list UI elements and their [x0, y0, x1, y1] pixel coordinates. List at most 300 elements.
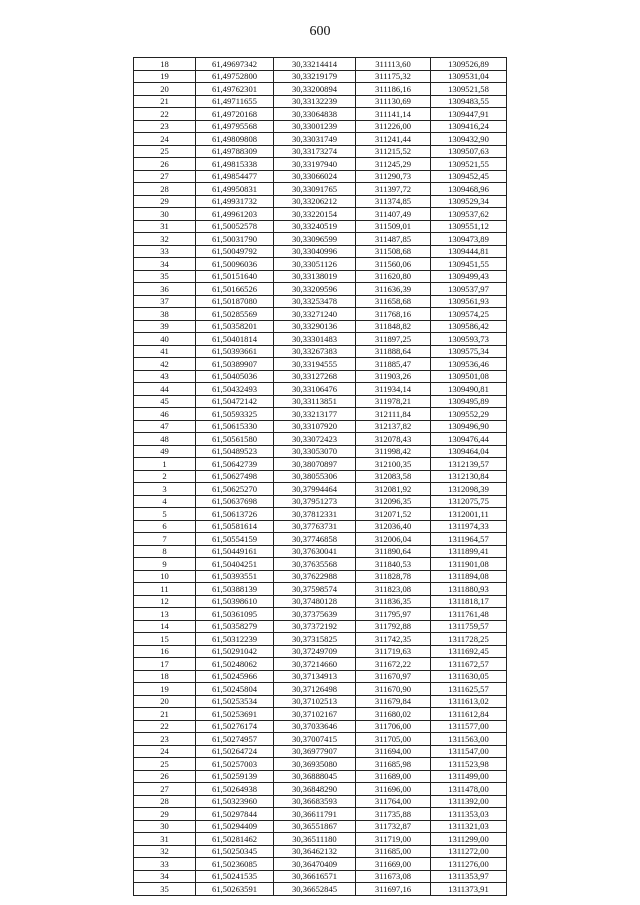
latitude-cell: 61,50312239 [196, 633, 274, 646]
y-coordinate-cell: 1311672,57 [431, 658, 507, 671]
x-coordinate-cell: 311186,16 [356, 83, 431, 96]
table-row [134, 233, 507, 246]
table-row [134, 383, 507, 396]
longitude-cell: 30,33206212 [274, 195, 356, 208]
x-coordinate-cell: 311560,06 [356, 258, 431, 271]
point-number-cell: 34 [134, 870, 196, 883]
longitude-cell: 30,37033646 [274, 720, 356, 733]
y-coordinate-cell: 1309521,58 [431, 83, 507, 96]
point-number-cell: 29 [134, 808, 196, 821]
table-row [134, 620, 507, 633]
latitude-cell: 61,49931732 [196, 195, 274, 208]
latitude-cell: 61,49788309 [196, 145, 274, 158]
x-coordinate-cell: 311215,52 [356, 145, 431, 158]
latitude-cell: 61,49795568 [196, 120, 274, 133]
table-row [134, 470, 507, 483]
point-number-cell: 28 [134, 795, 196, 808]
latitude-cell: 61,50264938 [196, 783, 274, 796]
point-number-cell: 48 [134, 433, 196, 446]
point-number-cell: 41 [134, 345, 196, 358]
latitude-cell: 61,50276174 [196, 720, 274, 733]
longitude-cell: 30,36551867 [274, 820, 356, 833]
table-row [134, 820, 507, 833]
latitude-cell: 61,49815338 [196, 158, 274, 171]
y-coordinate-cell: 1311818,17 [431, 595, 507, 608]
longitude-cell: 30,37763731 [274, 520, 356, 533]
point-number-cell: 24 [134, 133, 196, 146]
point-number-cell: 24 [134, 745, 196, 758]
page-number: 600 [309, 24, 331, 39]
longitude-cell: 30,37480128 [274, 595, 356, 608]
point-number-cell: 16 [134, 645, 196, 658]
latitude-cell: 61,50615330 [196, 420, 274, 433]
longitude-cell: 30,33213177 [274, 408, 356, 421]
x-coordinate-cell: 311795,97 [356, 608, 431, 621]
table-row [134, 595, 507, 608]
longitude-cell: 30,36611791 [274, 808, 356, 821]
longitude-cell: 30,36462132 [274, 845, 356, 858]
longitude-cell: 30,33053070 [274, 445, 356, 458]
x-coordinate-cell: 311669,00 [356, 858, 431, 871]
longitude-cell: 30,36683593 [274, 795, 356, 808]
point-number-cell: 35 [134, 883, 196, 896]
longitude-cell: 30,37635568 [274, 558, 356, 571]
point-number-cell: 44 [134, 383, 196, 396]
longitude-cell: 30,33138019 [274, 270, 356, 283]
latitude-cell: 61,50259139 [196, 770, 274, 783]
table-row [134, 433, 507, 446]
y-coordinate-cell: 1311625,57 [431, 683, 507, 696]
latitude-cell: 61,50401814 [196, 333, 274, 346]
point-number-cell: 25 [134, 758, 196, 771]
y-coordinate-cell: 1309552,29 [431, 408, 507, 421]
point-number-cell: 40 [134, 333, 196, 346]
point-number-cell: 19 [134, 70, 196, 83]
table-row [134, 270, 507, 283]
table-row [134, 845, 507, 858]
longitude-cell: 30,36935080 [274, 758, 356, 771]
point-number-cell: 17 [134, 658, 196, 671]
x-coordinate-cell: 311840,53 [356, 558, 431, 571]
point-number-cell: 6 [134, 520, 196, 533]
latitude-cell: 61,50613726 [196, 508, 274, 521]
y-coordinate-cell: 1311761,48 [431, 608, 507, 621]
table-row [134, 320, 507, 333]
y-coordinate-cell: 1309452,45 [431, 170, 507, 183]
longitude-cell: 30,33194555 [274, 358, 356, 371]
latitude-cell: 61,50241535 [196, 870, 274, 883]
table-row [134, 833, 507, 846]
table-row [134, 333, 507, 346]
longitude-cell: 30,33001239 [274, 120, 356, 133]
point-number-cell: 39 [134, 320, 196, 333]
x-coordinate-cell: 311487,85 [356, 233, 431, 246]
table-row [134, 583, 507, 596]
latitude-cell: 61,50049792 [196, 245, 274, 258]
y-coordinate-cell: 1309574,25 [431, 308, 507, 321]
y-coordinate-cell: 1312075,75 [431, 495, 507, 508]
x-coordinate-cell: 311897,25 [356, 333, 431, 346]
y-coordinate-cell: 1309537,97 [431, 283, 507, 296]
longitude-cell: 30,37622988 [274, 570, 356, 583]
latitude-cell: 61,50294409 [196, 820, 274, 833]
x-coordinate-cell: 311768,16 [356, 308, 431, 321]
x-coordinate-cell: 311742,35 [356, 633, 431, 646]
point-number-cell: 20 [134, 695, 196, 708]
x-coordinate-cell: 312137,82 [356, 420, 431, 433]
longitude-cell: 30,37102167 [274, 708, 356, 721]
y-coordinate-cell: 1311692,45 [431, 645, 507, 658]
x-coordinate-cell: 311885,47 [356, 358, 431, 371]
x-coordinate-cell: 311735,88 [356, 808, 431, 821]
longitude-cell: 30,33220154 [274, 208, 356, 221]
longitude-cell: 30,37315825 [274, 633, 356, 646]
latitude-cell: 61,50250345 [196, 845, 274, 858]
x-coordinate-cell: 311636,39 [356, 283, 431, 296]
y-coordinate-cell: 1309473,89 [431, 233, 507, 246]
latitude-cell: 61,50297844 [196, 808, 274, 821]
table-row [134, 808, 507, 821]
y-coordinate-cell: 1309593,73 [431, 333, 507, 346]
y-coordinate-cell: 1311276,00 [431, 858, 507, 871]
latitude-cell: 61,49720168 [196, 108, 274, 121]
x-coordinate-cell: 311934,14 [356, 383, 431, 396]
table-row [134, 458, 507, 471]
point-number-cell: 23 [134, 120, 196, 133]
table-row [134, 370, 507, 383]
y-coordinate-cell: 1309499,43 [431, 270, 507, 283]
point-number-cell: 28 [134, 183, 196, 196]
x-coordinate-cell: 311680,02 [356, 708, 431, 721]
x-coordinate-cell: 312096,35 [356, 495, 431, 508]
latitude-cell: 61,50398610 [196, 595, 274, 608]
latitude-cell: 61,50404251 [196, 558, 274, 571]
latitude-cell: 61,50358201 [196, 320, 274, 333]
latitude-cell: 61,50388139 [196, 583, 274, 596]
y-coordinate-cell: 1311901,08 [431, 558, 507, 571]
longitude-cell: 30,36616571 [274, 870, 356, 883]
x-coordinate-cell: 311694,00 [356, 745, 431, 758]
table-row [134, 445, 507, 458]
x-coordinate-cell: 311697,16 [356, 883, 431, 896]
table-row [134, 70, 507, 83]
point-number-cell: 22 [134, 720, 196, 733]
table-row [134, 395, 507, 408]
latitude-cell: 61,50393661 [196, 345, 274, 358]
table-row [134, 420, 507, 433]
y-coordinate-cell: 1311759,57 [431, 620, 507, 633]
x-coordinate-cell: 311290,73 [356, 170, 431, 183]
longitude-cell: 30,33127268 [274, 370, 356, 383]
point-number-cell: 32 [134, 233, 196, 246]
y-coordinate-cell: 1311964,57 [431, 533, 507, 546]
point-number-cell: 38 [134, 308, 196, 321]
y-coordinate-cell: 1311563,00 [431, 733, 507, 746]
y-coordinate-cell: 1311353,03 [431, 808, 507, 821]
longitude-cell: 30,37375639 [274, 608, 356, 621]
x-coordinate-cell: 311141,14 [356, 108, 431, 121]
latitude-cell: 61,50389907 [196, 358, 274, 371]
point-number-cell: 30 [134, 820, 196, 833]
table-row [134, 345, 507, 358]
table-row [134, 295, 507, 308]
y-coordinate-cell: 1311612,84 [431, 708, 507, 721]
x-coordinate-cell: 311685,98 [356, 758, 431, 771]
y-coordinate-cell: 1309536,46 [431, 358, 507, 371]
x-coordinate-cell: 311509,01 [356, 220, 431, 233]
table-row [134, 608, 507, 621]
latitude-cell: 61,50096036 [196, 258, 274, 271]
point-number-cell: 15 [134, 633, 196, 646]
longitude-cell: 30,37994464 [274, 483, 356, 496]
y-coordinate-cell: 1309507,63 [431, 145, 507, 158]
longitude-cell: 30,37630041 [274, 545, 356, 558]
table-row [134, 195, 507, 208]
x-coordinate-cell: 311226,00 [356, 120, 431, 133]
longitude-cell: 30,37214660 [274, 658, 356, 671]
longitude-cell: 30,37134913 [274, 670, 356, 683]
latitude-cell: 61,50581614 [196, 520, 274, 533]
longitude-cell: 30,33072423 [274, 433, 356, 446]
latitude-cell: 61,49752800 [196, 70, 274, 83]
longitude-cell: 30,36470409 [274, 858, 356, 871]
point-number-cell: 32 [134, 845, 196, 858]
point-number-cell: 10 [134, 570, 196, 583]
table-row [134, 158, 507, 171]
table-row [134, 120, 507, 133]
x-coordinate-cell: 311719,63 [356, 645, 431, 658]
point-number-cell: 20 [134, 83, 196, 96]
y-coordinate-cell: 1309575,34 [431, 345, 507, 358]
point-number-cell: 36 [134, 283, 196, 296]
table-row [134, 95, 507, 108]
longitude-cell: 30,36511180 [274, 833, 356, 846]
y-coordinate-cell: 1309495,89 [431, 395, 507, 408]
table-row [134, 670, 507, 683]
longitude-cell: 30,37249709 [274, 645, 356, 658]
x-coordinate-cell: 311113,60 [356, 58, 431, 71]
table-row [134, 870, 507, 883]
y-coordinate-cell: 1309476,44 [431, 433, 507, 446]
longitude-cell: 30,33209596 [274, 283, 356, 296]
longitude-cell: 30,33064838 [274, 108, 356, 121]
point-number-cell: 7 [134, 533, 196, 546]
longitude-cell: 30,36652845 [274, 883, 356, 896]
latitude-cell: 61,50264724 [196, 745, 274, 758]
x-coordinate-cell: 311888,64 [356, 345, 431, 358]
longitude-cell: 30,33219179 [274, 70, 356, 83]
x-coordinate-cell: 312083,58 [356, 470, 431, 483]
table-row [134, 633, 507, 646]
y-coordinate-cell: 1309447,91 [431, 108, 507, 121]
table-row [134, 58, 507, 71]
longitude-cell: 30,36848290 [274, 783, 356, 796]
x-coordinate-cell: 311241,44 [356, 133, 431, 146]
table-row [134, 695, 507, 708]
x-coordinate-cell: 311828,78 [356, 570, 431, 583]
y-coordinate-cell: 1311353,97 [431, 870, 507, 883]
point-number-cell: 18 [134, 58, 196, 71]
latitude-cell: 61,50245966 [196, 670, 274, 683]
point-number-cell: 11 [134, 583, 196, 596]
table-row [134, 170, 507, 183]
point-number-cell: 47 [134, 420, 196, 433]
table-row [134, 858, 507, 871]
longitude-cell: 30,33200894 [274, 83, 356, 96]
point-number-cell: 33 [134, 245, 196, 258]
point-number-cell: 19 [134, 683, 196, 696]
y-coordinate-cell: 1311899,41 [431, 545, 507, 558]
latitude-cell: 61,49961203 [196, 208, 274, 221]
point-number-cell: 42 [134, 358, 196, 371]
longitude-cell: 30,37102513 [274, 695, 356, 708]
y-coordinate-cell: 1309531,04 [431, 70, 507, 83]
table-row [134, 520, 507, 533]
table-row [134, 108, 507, 121]
x-coordinate-cell: 311732,87 [356, 820, 431, 833]
point-number-cell: 43 [134, 370, 196, 383]
latitude-cell: 61,50031790 [196, 233, 274, 246]
x-coordinate-cell: 311792,88 [356, 620, 431, 633]
table-row [134, 683, 507, 696]
latitude-cell: 61,50554159 [196, 533, 274, 546]
x-coordinate-cell: 311719,00 [356, 833, 431, 846]
point-number-cell: 45 [134, 395, 196, 408]
table-row [134, 83, 507, 96]
x-coordinate-cell: 311673,08 [356, 870, 431, 883]
table-row [134, 245, 507, 258]
point-number-cell: 8 [134, 545, 196, 558]
x-coordinate-cell: 311670,97 [356, 670, 431, 683]
longitude-cell: 30,33267383 [274, 345, 356, 358]
y-coordinate-cell: 1311613,02 [431, 695, 507, 708]
table-row [134, 183, 507, 196]
point-number-cell: 23 [134, 733, 196, 746]
coordinates-table-body [134, 58, 507, 896]
x-coordinate-cell: 311890,64 [356, 545, 431, 558]
table-row [134, 770, 507, 783]
point-number-cell: 1 [134, 458, 196, 471]
table-row [134, 220, 507, 233]
longitude-cell: 30,37746858 [274, 533, 356, 546]
longitude-cell: 30,33040996 [274, 245, 356, 258]
longitude-cell: 30,36977907 [274, 745, 356, 758]
latitude-cell: 61,50285569 [196, 308, 274, 321]
coordinates-table [133, 57, 507, 896]
longitude-cell: 30,33031749 [274, 133, 356, 146]
y-coordinate-cell: 1309483,55 [431, 95, 507, 108]
x-coordinate-cell: 311706,00 [356, 720, 431, 733]
latitude-cell: 61,50561580 [196, 433, 274, 446]
point-number-cell: 25 [134, 145, 196, 158]
x-coordinate-cell: 311672,22 [356, 658, 431, 671]
y-coordinate-cell: 1309529,34 [431, 195, 507, 208]
y-coordinate-cell: 1309501,08 [431, 370, 507, 383]
y-coordinate-cell: 1311272,00 [431, 845, 507, 858]
point-number-cell: 22 [134, 108, 196, 121]
x-coordinate-cell: 311130,69 [356, 95, 431, 108]
x-coordinate-cell: 311764,00 [356, 795, 431, 808]
x-coordinate-cell: 311978,21 [356, 395, 431, 408]
y-coordinate-cell: 1309551,12 [431, 220, 507, 233]
x-coordinate-cell: 311696,00 [356, 783, 431, 796]
table-row [134, 570, 507, 583]
x-coordinate-cell: 311689,00 [356, 770, 431, 783]
x-coordinate-cell: 312078,43 [356, 433, 431, 446]
latitude-cell: 61,49697342 [196, 58, 274, 71]
latitude-cell: 61,50358279 [196, 620, 274, 633]
longitude-cell: 30,37126498 [274, 683, 356, 696]
table-row [134, 483, 507, 496]
latitude-cell: 61,50263591 [196, 883, 274, 896]
point-number-cell: 18 [134, 670, 196, 683]
x-coordinate-cell: 311620,80 [356, 270, 431, 283]
latitude-cell: 61,50432493 [196, 383, 274, 396]
y-coordinate-cell: 1309526,89 [431, 58, 507, 71]
x-coordinate-cell: 311508,68 [356, 245, 431, 258]
longitude-cell: 30,37372192 [274, 620, 356, 633]
table-row [134, 358, 507, 371]
point-number-cell: 37 [134, 295, 196, 308]
x-coordinate-cell: 311175,32 [356, 70, 431, 83]
y-coordinate-cell: 1309451,55 [431, 258, 507, 271]
longitude-cell: 30,33106476 [274, 383, 356, 396]
latitude-cell: 61,49809808 [196, 133, 274, 146]
latitude-cell: 61,50625270 [196, 483, 274, 496]
point-number-cell: 35 [134, 270, 196, 283]
longitude-cell: 30,33096599 [274, 233, 356, 246]
latitude-cell: 61,50642739 [196, 458, 274, 471]
y-coordinate-cell: 1309586,42 [431, 320, 507, 333]
table-row [134, 645, 507, 658]
table-row [134, 508, 507, 521]
longitude-cell: 30,38070897 [274, 458, 356, 471]
x-coordinate-cell: 311658,68 [356, 295, 431, 308]
x-coordinate-cell: 312081,92 [356, 483, 431, 496]
point-number-cell: 5 [134, 508, 196, 521]
x-coordinate-cell: 311407,49 [356, 208, 431, 221]
latitude-cell: 61,50627498 [196, 470, 274, 483]
latitude-cell: 61,50291042 [196, 645, 274, 658]
y-coordinate-cell: 1309444,81 [431, 245, 507, 258]
point-number-cell: 34 [134, 258, 196, 271]
longitude-cell: 30,33214414 [274, 58, 356, 71]
x-coordinate-cell: 311848,82 [356, 320, 431, 333]
y-coordinate-cell: 1312001,11 [431, 508, 507, 521]
y-coordinate-cell: 1312139,57 [431, 458, 507, 471]
latitude-cell: 61,50472142 [196, 395, 274, 408]
longitude-cell: 30,33066024 [274, 170, 356, 183]
x-coordinate-cell: 311685,00 [356, 845, 431, 858]
longitude-cell: 30,33107920 [274, 420, 356, 433]
longitude-cell: 30,33290136 [274, 320, 356, 333]
x-coordinate-cell: 311670,90 [356, 683, 431, 696]
longitude-cell: 30,38055306 [274, 470, 356, 483]
x-coordinate-cell: 311836,35 [356, 595, 431, 608]
y-coordinate-cell: 1311547,00 [431, 745, 507, 758]
x-coordinate-cell: 312036,40 [356, 520, 431, 533]
latitude-cell: 61,50151640 [196, 270, 274, 283]
y-coordinate-cell: 1309416,24 [431, 120, 507, 133]
latitude-cell: 61,50248062 [196, 658, 274, 671]
y-coordinate-cell: 1311894,08 [431, 570, 507, 583]
x-coordinate-cell: 311397,72 [356, 183, 431, 196]
y-coordinate-cell: 1309561,93 [431, 295, 507, 308]
longitude-cell: 30,37598574 [274, 583, 356, 596]
y-coordinate-cell: 1311373,91 [431, 883, 507, 896]
x-coordinate-cell: 311823,08 [356, 583, 431, 596]
table-row [134, 708, 507, 721]
